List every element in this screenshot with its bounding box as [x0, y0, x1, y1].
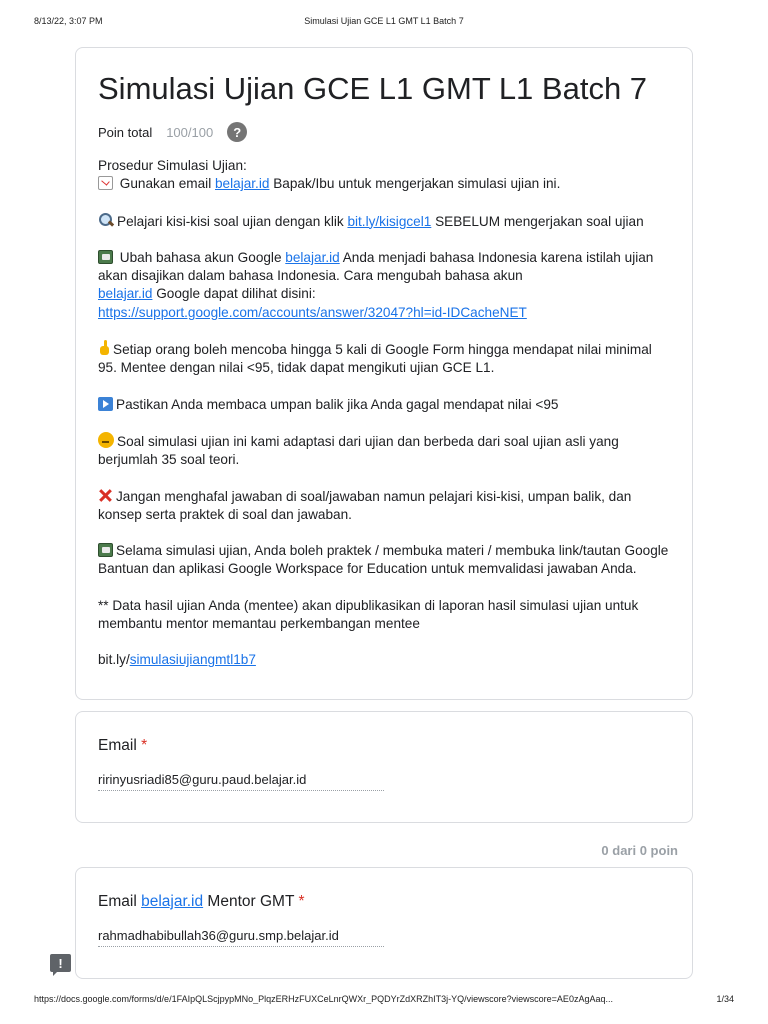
belajar-id-link[interactable]: belajar.id — [141, 893, 204, 910]
desc-text: Anda menjadi bahasa Indonesia karena istilah ujian akan disajikan dalam bahasa Indonesia. Cara mengubah bahasa akun — [98, 249, 654, 284]
print-page-number: 1/34 — [716, 994, 734, 1004]
desc-paragraph-1 — [98, 157, 670, 193]
desc-text: Bapak/Ibu untuk mengerjakan simulasi ujian ini. — [269, 176, 561, 192]
feedback-icon[interactable]: ! — [50, 954, 71, 972]
question-label: Email — [98, 893, 142, 910]
desc-text: Ubah bahasa akun Google — [116, 249, 286, 265]
desc-text: Google dapat dilihat disini: — [152, 286, 316, 302]
desc-paragraph-3 — [98, 249, 670, 322]
help-icon[interactable]: ? — [227, 122, 247, 142]
desc-text: Pastikan Anda membaca umpan balik jika Anda gagal mendapat nilai <95 — [116, 396, 559, 412]
print-datetime: 8/13/22, 3:07 PM — [34, 16, 103, 26]
question-label: Mentor GMT — [203, 893, 295, 910]
form-header-card — [75, 47, 693, 700]
belajar-id-link[interactable]: belajar.id — [98, 286, 153, 302]
desc-text: SEBELUM mengerjakan soal ujian — [431, 213, 644, 229]
print-doc-title: Simulasi Ujian GCE L1 GMT L1 Batch 7 — [304, 16, 464, 26]
pointing-hand-icon — [98, 340, 110, 356]
print-url: https://docs.google.com/forms/d/e/1FAIpQLScjpypMNo_PlqzERHzFUXCeLnrQWXr_PQDYrZdXRZhIT3j-YQ/viewscore?viewscore=AE0zAgAaq... — [34, 994, 613, 1004]
desc-procedure-heading: Prosedur Simulasi Ujian: — [98, 158, 247, 173]
desc-paragraph-6 — [98, 432, 670, 469]
form-description — [98, 157, 670, 670]
belajar-id-link[interactable]: belajar.id — [285, 249, 340, 265]
print-footer — [0, 994, 768, 1008]
thinking-face-icon — [98, 432, 114, 448]
desc-paragraph-2 — [98, 212, 670, 231]
desc-paragraph-7 — [98, 488, 670, 524]
desc-text: ** Data hasil ujian Anda (mentee) akan dipublikasikan di laporan hasil simulasi ujian untuk membantu mentor memantau perkembangan mentee — [98, 597, 639, 631]
belajar-id-link[interactable]: belajar.id — [215, 176, 270, 192]
mentor-email-question-card — [75, 867, 693, 979]
total-points-value: 100/100 — [166, 124, 214, 140]
simulasi-short-link[interactable]: simulasiujiangmtl1b7 — [129, 652, 256, 668]
desc-text: Soal simulasi ujian ini kami adaptasi dari ujian dan berbeda dari soal ujian asli yang berjumlah 35 soal teori. — [98, 433, 619, 468]
desc-text: Setiap orang boleh mencoba hingga 5 kali di Google Form hingga mendapat nilai minimal 95. Mentee dengan nilai <95, tidak dapat mengikuti ujian GCE L1. — [98, 341, 652, 376]
total-points-label: Poin total — [98, 124, 153, 140]
school-icon — [98, 543, 113, 557]
desc-text: Pelajari kisi-kisi soal ujian dengan klik — [117, 213, 348, 229]
kisi-kisi-link[interactable]: bit.ly/kisigcel1 — [347, 213, 432, 229]
desc-paragraph-10 — [98, 651, 670, 669]
envelope-icon — [98, 176, 113, 190]
email-answer: ririnyusriadi85@guru.paud.belajar.id — [98, 772, 384, 791]
question-label: Email — [98, 737, 137, 754]
desc-paragraph-5 — [98, 396, 670, 414]
question-score: 0 dari 0 poin — [601, 843, 678, 858]
desc-text: bit.ly/ — [98, 652, 130, 668]
desc-paragraph-9 — [98, 597, 670, 633]
email-question-card — [75, 711, 693, 823]
school-icon — [98, 250, 113, 264]
mentor-email-answer: rahmadhabibullah36@guru.smp.belajar.id — [98, 928, 384, 947]
desc-paragraph-8 — [98, 542, 670, 578]
print-header — [0, 16, 768, 30]
total-points-row — [98, 120, 670, 144]
play-button-icon — [98, 397, 113, 411]
required-asterisk: * — [141, 737, 148, 754]
desc-text: Selama simulasi ujian, Anda boleh praktek / membuka materi / membuka link/tautan Google Bantuan dan aplikasi Google Workspace for Education untuk memvalidasi jawaban Anda. — [98, 543, 669, 577]
form-title: Simulasi Ujian GCE L1 GMT L1 Batch 7 — [98, 71, 648, 106]
mentor-email-question-title — [98, 892, 670, 912]
desc-text: Gunakan email — [116, 176, 215, 192]
support-language-link[interactable]: https://support.google.com/accounts/answer/32047?hl=id-IDCacheNET — [98, 304, 527, 320]
email-question-title — [98, 736, 670, 756]
desc-paragraph-4 — [98, 340, 670, 377]
cross-mark-icon — [98, 488, 113, 503]
desc-text: Jangan menghafal jawaban di soal/jawaban namun pelajari kisi-kisi, umpan balik, dan konsep serta praktek di soal dan jawaban. — [98, 488, 632, 522]
required-asterisk: * — [298, 893, 305, 910]
magnifier-icon — [98, 212, 114, 228]
